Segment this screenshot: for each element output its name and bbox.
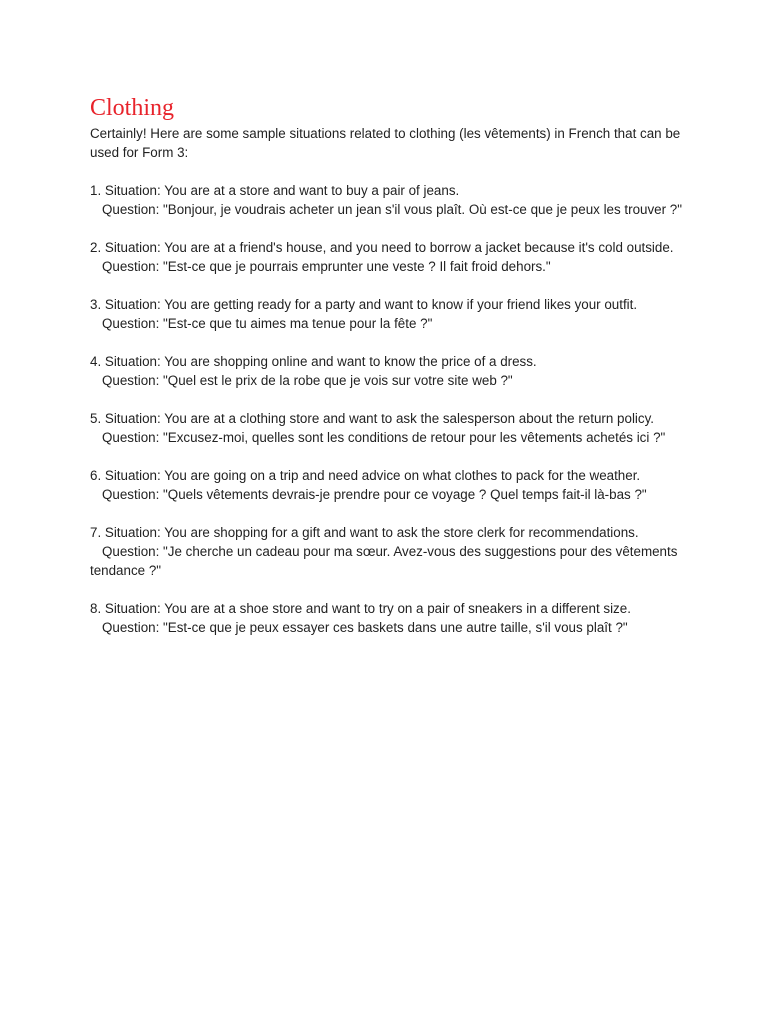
list-item	[90, 523, 690, 580]
question-text: Question: "Est-ce que je pourrais emprunter une veste ? Il fait froid dehors."	[102, 259, 551, 274]
intro-paragraph: Certainly! Here are some sample situations related to clothing (les vêtements) in French that can be used for Form 3:	[90, 126, 681, 160]
page-title: Clothing	[90, 95, 175, 121]
question-line	[90, 485, 690, 504]
situation-text: 7. Situation: You are shopping for a gift and want to ask the store clerk for recommendations.	[90, 525, 639, 540]
question-line	[90, 618, 690, 637]
question-line	[90, 542, 690, 580]
situation-text: 5. Situation: You are at a clothing store and want to ask the salesperson about the return policy.	[90, 411, 655, 426]
question-line	[90, 314, 690, 333]
question-line	[90, 257, 690, 276]
document-page	[90, 94, 690, 637]
situation-text: 6. Situation: You are going on a trip and need advice on what clothes to pack for the weather.	[90, 468, 641, 483]
list-item	[90, 466, 690, 504]
situation-text: 4. Situation: You are shopping online and want to know the price of a dress.	[90, 354, 537, 369]
question-text: Question: "Excusez-moi, quelles sont les conditions de retour pour les vêtements achetés ici ?"	[102, 430, 666, 445]
question-text: Question: "Je cherche un cadeau pour ma sœur. Avez-vous des suggestions pour des vêtements tendance ?"	[90, 544, 678, 578]
list-item	[90, 238, 690, 276]
situation-text: 1. Situation: You are at a store and want to buy a pair of jeans.	[90, 183, 460, 198]
question-text: Question: "Est-ce que je peux essayer ces baskets dans une autre taille, s'il vous plaît ?"	[102, 620, 628, 635]
question-text: Question: "Bonjour, je voudrais acheter un jean s'il vous plaît. Où est-ce que je peux les trouver ?"	[102, 202, 683, 217]
question-text: Question: "Quel est le prix de la robe que je vois sur votre site web ?"	[102, 373, 513, 388]
question-text: Question: "Quels vêtements devrais-je prendre pour ce voyage ? Quel temps fait-il là-bas ?"	[102, 487, 647, 502]
list-item	[90, 181, 690, 219]
question-line	[90, 200, 690, 219]
question-text: Question: "Est-ce que tu aimes ma tenue pour la fête ?"	[102, 316, 433, 331]
situation-text: 2. Situation: You are at a friend's house, and you need to borrow a jacket because it's cold outside.	[90, 240, 674, 255]
situation-text: 8. Situation: You are at a shoe store and want to try on a pair of sneakers in a different size.	[90, 601, 631, 616]
situation-text: 3. Situation: You are getting ready for a party and want to know if your friend likes your outfit.	[90, 297, 638, 312]
list-item	[90, 352, 690, 390]
list-item	[90, 295, 690, 333]
question-line	[90, 371, 690, 390]
list-item	[90, 599, 690, 637]
question-line	[90, 428, 690, 447]
list-item	[90, 409, 690, 447]
